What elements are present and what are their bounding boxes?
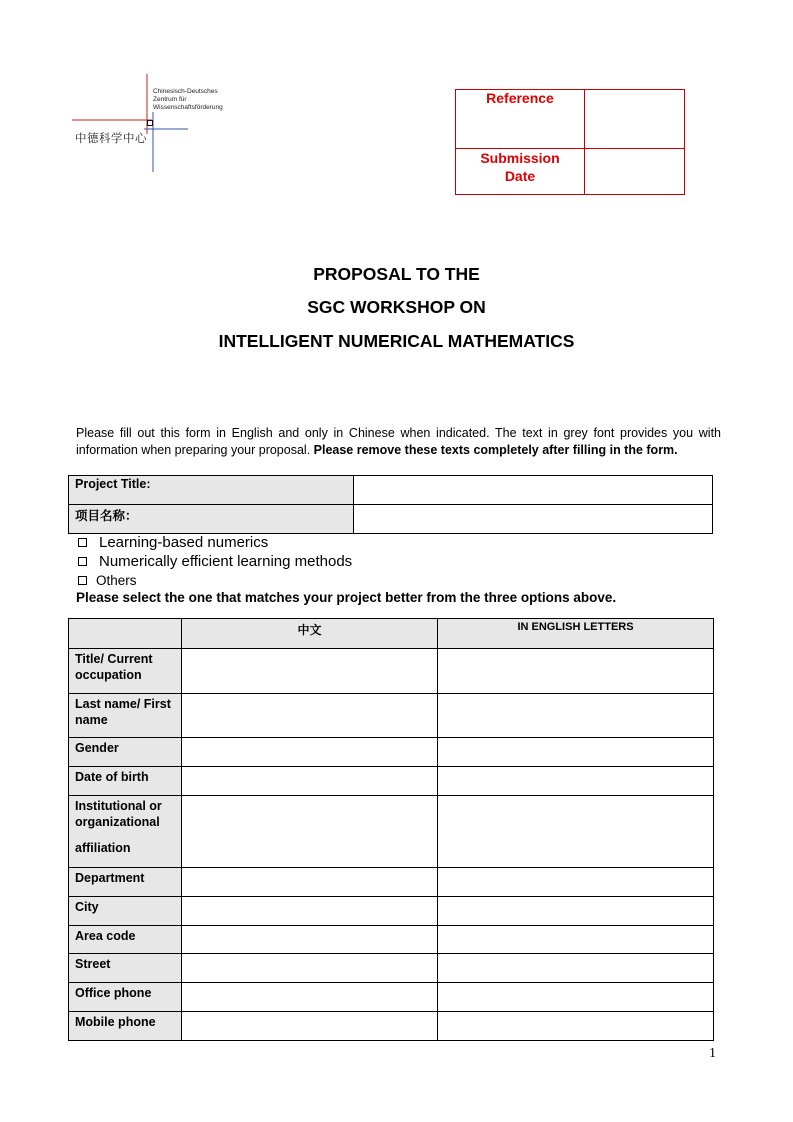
- table-row: [69, 926, 714, 954]
- submission-date-label-cell: [456, 149, 585, 194]
- cell-english[interactable]: [438, 926, 714, 954]
- cell-english[interactable]: [438, 954, 714, 983]
- reference-box: [455, 89, 685, 195]
- project-title-input[interactable]: [354, 476, 713, 505]
- cell-chinese[interactable]: [182, 983, 438, 1012]
- row-label-title-occupation: Title/ Current occupation: [69, 649, 182, 694]
- intro-text: [76, 425, 721, 459]
- header-english: IN ENGLISH LETTERS: [438, 619, 714, 649]
- cell-english[interactable]: [438, 694, 714, 738]
- row-label-name: Last name/ First name: [69, 694, 182, 738]
- cell-english[interactable]: [438, 767, 714, 796]
- header-chinese: 中文: [182, 619, 438, 649]
- option-learning-based-numerics[interactable]: [78, 533, 718, 552]
- project-title-label: Project Title:: [69, 476, 354, 505]
- row-label-office-phone: Office phone: [69, 983, 182, 1012]
- header-empty: [69, 619, 182, 649]
- title-line-2: SGC WORKSHOP ON: [307, 297, 486, 317]
- cell-english[interactable]: [438, 649, 714, 694]
- cell-chinese[interactable]: [182, 767, 438, 796]
- cell-chinese[interactable]: [182, 926, 438, 954]
- row-label-affiliation: Institutional or organizational affiliation: [69, 796, 182, 868]
- reference-value-cell[interactable]: [585, 90, 684, 149]
- option-label: Learning-based numerics: [99, 534, 269, 551]
- intro-normal: Please fill out this form in English and only in Chinese when indicated. The text in grey font provides you with information when preparing your proposal.: [76, 426, 721, 457]
- cell-english[interactable]: [438, 796, 714, 868]
- table-row: [69, 983, 714, 1012]
- logo-name-german: Chinesisch-Deutsches Zentrum für Wissenschaftsförderung: [153, 88, 223, 111]
- cell-chinese[interactable]: [182, 868, 438, 897]
- cell-chinese[interactable]: [182, 954, 438, 983]
- submission-date-value-cell[interactable]: [585, 149, 684, 194]
- intro-bold: Please remove these texts completely after filling in the form.: [313, 443, 678, 457]
- table-row: [69, 1012, 714, 1041]
- cell-english[interactable]: [438, 868, 714, 897]
- table-row: [69, 897, 714, 926]
- checkbox-icon[interactable]: [78, 576, 87, 585]
- cell-chinese[interactable]: [182, 1012, 438, 1041]
- table-row: [69, 954, 714, 983]
- table-row: [69, 738, 714, 767]
- cell-chinese[interactable]: [182, 694, 438, 738]
- row-label-department: Department: [69, 868, 182, 897]
- option-label: Numerically efficient learning methods: [99, 553, 353, 570]
- cell-chinese[interactable]: [182, 796, 438, 868]
- logo: [70, 72, 240, 174]
- option-others[interactable]: [78, 571, 718, 590]
- submission-date-label: Submission Date: [480, 150, 560, 184]
- cell-english[interactable]: [438, 1012, 714, 1041]
- project-title-zh-label: 项目名称：: [69, 505, 354, 534]
- row-label-area-code: Area code: [69, 926, 182, 954]
- reference-label: Reference: [486, 90, 554, 106]
- table-row: [69, 694, 714, 738]
- row-label-mobile-phone: Mobile phone: [69, 1012, 182, 1041]
- table-row: [69, 796, 714, 868]
- applicant-info-table: [68, 618, 714, 1041]
- table-row: [69, 476, 713, 505]
- option-efficient-learning-methods[interactable]: [78, 552, 718, 571]
- cell-chinese[interactable]: [182, 897, 438, 926]
- title-line-1: PROPOSAL TO THE: [313, 264, 480, 284]
- table-header-row: [69, 619, 714, 649]
- project-title-zh-input[interactable]: [354, 505, 713, 534]
- row-label-date-of-birth: Date of birth: [69, 767, 182, 796]
- select-note: Please select the one that matches your project better from the three options above.: [76, 590, 617, 605]
- cell-english[interactable]: [438, 897, 714, 926]
- table-row: [69, 767, 714, 796]
- cell-chinese[interactable]: [182, 649, 438, 694]
- row-label-gender: Gender: [69, 738, 182, 767]
- checkbox-icon[interactable]: [78, 557, 87, 566]
- project-title-table: [68, 475, 713, 534]
- table-row: [69, 868, 714, 897]
- cell-chinese[interactable]: [182, 738, 438, 767]
- logo-name-chinese: 中德科学中心: [75, 133, 147, 145]
- row-label-street: Street: [69, 954, 182, 983]
- table-row: [69, 505, 713, 534]
- page-number: 1: [709, 1046, 716, 1061]
- option-label: Others: [96, 573, 137, 588]
- cell-english[interactable]: [438, 983, 714, 1012]
- table-row: [69, 649, 714, 694]
- title-line-3: INTELLIGENT NUMERICAL MATHEMATICS: [218, 331, 575, 351]
- cell-english[interactable]: [438, 738, 714, 767]
- reference-label-cell: [456, 90, 585, 149]
- row-label-city: City: [69, 897, 182, 926]
- topic-options: [78, 533, 718, 590]
- checkbox-icon[interactable]: [78, 538, 87, 547]
